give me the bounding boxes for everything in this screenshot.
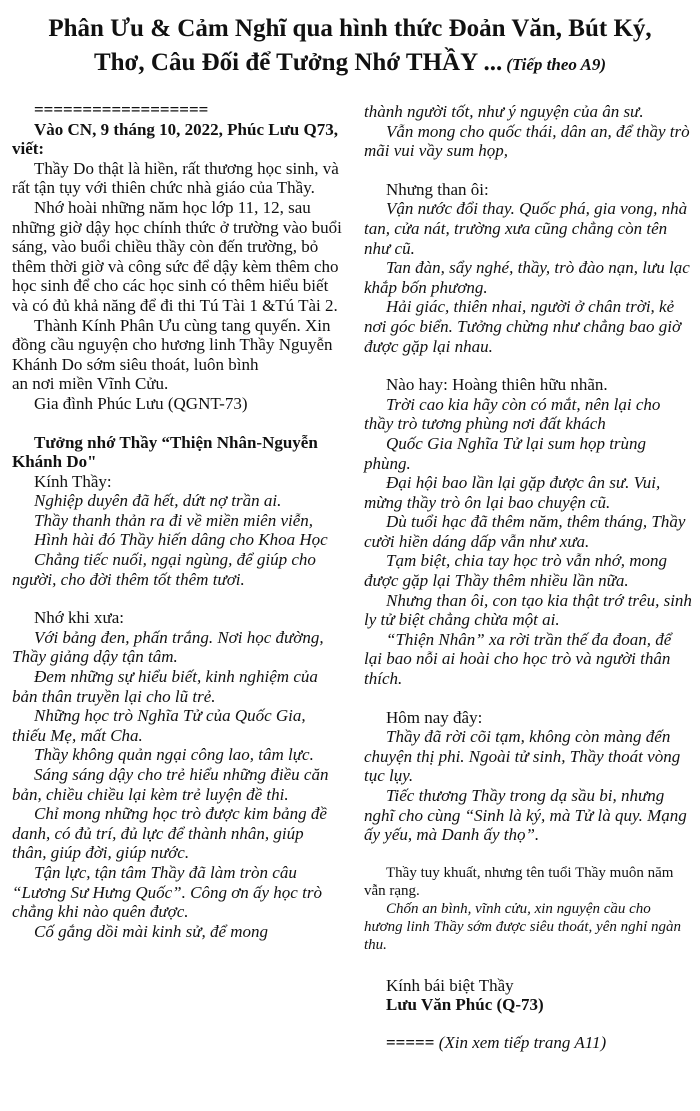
left-column	[12, 100, 342, 941]
spacer	[364, 689, 692, 708]
verse: Đem những sự hiểu biết, kinh nghiệm của bản thân truyền lại cho lũ trẻ.	[12, 667, 318, 706]
right-column	[364, 102, 692, 1053]
farewell-line: Kính bái biệt Thầy	[386, 975, 514, 995]
spacer	[364, 954, 692, 976]
verse: Vẫn mong cho quốc thái, dân an, để thầy trò mãi vui vầy sum họp,	[364, 121, 690, 161]
stanza-intro: Hôm nay đây:	[386, 707, 483, 727]
continued-note	[364, 1033, 692, 1053]
verse: Trời cao kia hãy còn có mắt, nên lại cho thầy trò tương phùng nơi đất khách	[364, 394, 661, 434]
verse: Hình hài đó Thầy hiến dâng cho Khoa Học	[34, 530, 328, 550]
author-signature: Lưu Văn Phúc (Q-73)	[386, 995, 544, 1015]
spacer	[364, 161, 692, 180]
spacer	[364, 1015, 692, 1033]
verse: Tan đàn, sẩy nghé, thầy, trò đào nạn, lưu lạc khắp bốn phương.	[364, 258, 690, 297]
headline-line-1: Phân Ưu & Cảm Nghĩ qua hình thức Đoản Văn, Bút Ký,	[48, 15, 652, 42]
closing-prayer: Chốn an bình, vĩnh cửu, xin nguyện cầu cho hương linh Thầy sớm được siêu thoát, yên nghỉ ngàn thu.	[364, 900, 682, 953]
verse: Nghiệp duyên đã hết, dứt nợ trần ai.	[34, 491, 282, 511]
verse: Thầy không quản ngại công lao, tâm lực.	[34, 745, 314, 765]
stanza-intro: Nhưng than ôi:	[386, 179, 489, 199]
paragraph: an nơi miền Vĩnh Cửu.	[12, 374, 169, 394]
verse: Đại hội bao lần lại gặp được ân sư. Vui, mừng thầy trò ôn lại bao chuyện cũ.	[364, 473, 661, 512]
verse: Cố gắng dồi mài kinh sử, để mong	[34, 921, 269, 941]
paragraph: Thầy Do thật là hiền, rất thương học sinh, và rất tận tụy với thiên chức nhà giáo của Thầy.	[12, 158, 339, 198]
verse: Tận lực, tận tâm Thầy đã làm tròn câu “Lương Sư Hưng Quốc”. Công ơn ấy học trò chẳng khi nào quên được.	[12, 862, 322, 922]
verse: Những học trò Nghĩa Tử của Quốc Gia, thiếu Mẹ, mất Cha.	[12, 706, 306, 745]
closing-line: Thầy tuy khuất, nhưng tên tuổi Thầy muôn năm vẫn rạng.	[364, 864, 674, 899]
continued-link[interactable]: (Xin xem tiếp trang A11)	[438, 1032, 607, 1052]
stanza-intro: Nào hay: Hoàng thiên hữu nhãn.	[386, 375, 608, 395]
verse: Với bảng đen, phấn trắng. Nơi học đường, Thầy giảng dậy tận tâm.	[12, 627, 324, 667]
greeting: Kính Thầy:	[34, 471, 112, 491]
verse: Thầy thanh thản ra đi về miền miên viễn,	[34, 510, 314, 530]
paragraph: Thành Kính Phân Ưu cùng tang quyến. Xin đồng cầu nguyện cho hương linh Thầy Nguyễn Khánh Do sớm siêu thoát, luôn bình	[12, 315, 333, 374]
verse: Dù tuổi hạc đã thêm năm, thêm tháng, Thầy cười hiền dáng dấp vẫn như xưa.	[364, 512, 686, 551]
verse: Thầy đã rời cõi tạm, không còn màng đến chuyện thị phi. Ngoài tử sinh, Thầy thoát vòng tục lụy.	[364, 727, 681, 786]
verse: Tạm biệt, chia tay học trò vẫn nhớ, mong được gặp lại Thầy thêm nhiều lần nữa.	[364, 551, 668, 591]
separator: ==================	[34, 100, 209, 119]
continued-separator: =====	[386, 1032, 435, 1052]
headline-line-2: Thơ, Câu Đối để Tưởng Nhớ THẦY ...	[93, 49, 503, 76]
spacer	[12, 414, 342, 433]
verse: Chẳng tiếc nuối, ngại ngùng, để giúp cho người, cho đời thêm tốt thêm tươi.	[12, 550, 316, 589]
article-headline	[0, 12, 700, 83]
verse: Quốc Gia Nghĩa Tử lại sum họp trùng phùng.	[364, 433, 647, 473]
signature-line: Gia đình Phúc Lưu (QGNT-73)	[34, 393, 248, 413]
verse: Vận nước đổi thay. Quốc phá, gia vong, nhà tan, cửa nát, trường xưa cũng chẳng còn tên như cũ.	[364, 199, 688, 258]
stanza-intro: Nhớ khi xưa:	[34, 608, 124, 628]
entry-heading: Vào CN, 9 tháng 10, 2022, Phúc Lưu Q73, viết:	[12, 119, 338, 159]
spacer	[364, 845, 692, 864]
paragraph: Nhớ hoài những năm học lớp 11, 12, sau những giờ dậy học chính thức ở trường vào buổi sáng, vào buổi chiều thầy còn đến trường, bỏ thêm thời giờ và công sức để dậy kèm thêm cho học sinh để cho các học sinh có thêm hiểu biết và có đủ khả năng để đi thi Tú Tài 1 &Tú Tài 2.	[12, 197, 342, 315]
verse: Sáng sáng dậy cho trẻ hiểu những điều căn bản, chiều chiều lại kèm trẻ luyện đề thi.	[12, 765, 329, 804]
verse: Nhưng than ôi, con tạo kia thật trớ trêu, sinh ly tử biệt chẳng chừa một ai.	[364, 590, 692, 630]
verse: Tiếc thương Thầy trong dạ sầu bi, nhưng nghĩ cho cùng “Sinh là ký, mà Tử là quy. Mạng ấy yếu, mà Danh ấy thọ”.	[364, 786, 687, 845]
poem-title: Tưởng nhớ Thầy “Thiện Nhân-Nguyễn Khánh Do"	[12, 432, 318, 472]
verse: Hải giác, thiên nhai, người ở chân trời, kẻ nơi góc biển. Tưởng chừng như chẳng bao giờ được gặp lại nhau.	[364, 297, 682, 356]
verse: “Thiện Nhân” xa rời trần thế đa đoan, để lại bao nỗi ai hoài cho học trò và người thân thích.	[364, 629, 672, 689]
spacer	[12, 589, 342, 608]
verse: thành người tốt, như ý nguyện của ân sư.	[364, 102, 644, 121]
verse: Chỉ mong những học trò được kim bảng đề danh, có đủ trí, đủ lực để thành nhân, giúp thân, giúp đời, giúp nước.	[12, 804, 327, 863]
continued-from-note: (Tiếp theo A9)	[506, 55, 607, 74]
spacer	[364, 356, 692, 375]
